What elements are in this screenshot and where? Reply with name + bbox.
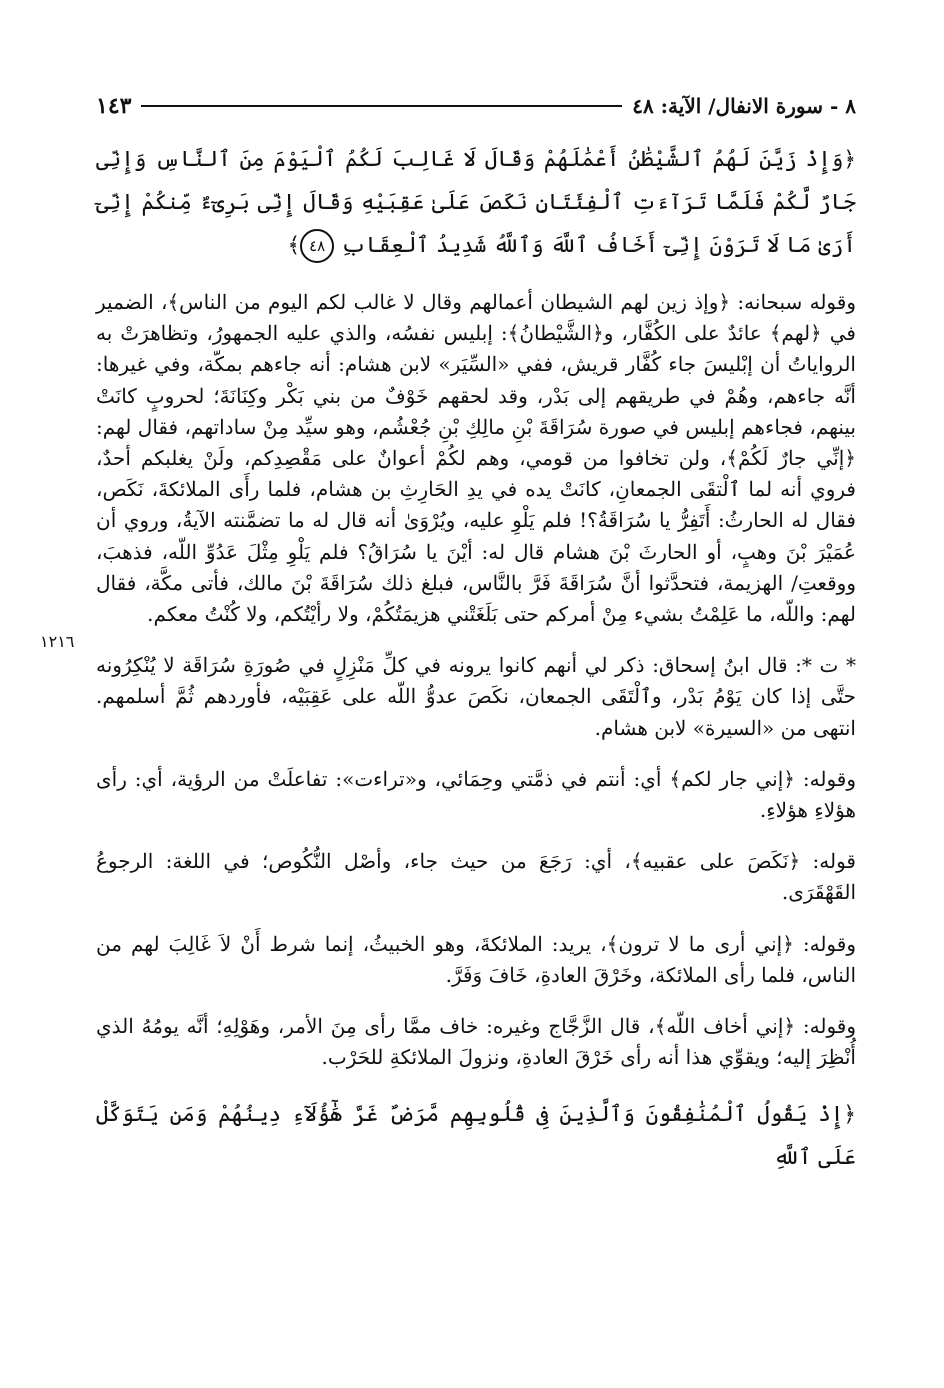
page: [96, 86, 856, 1179]
next-quran-verse: ﴿إِذْ يَقُولُ ٱلْمُنَٰفِقُونَ وَٱلَّذِينَ فِى قُلُوبِهِم مَّرَضٌ غَرَّ هَٰٓؤُلَآءِ دِينُهُمْ وَمَن يَتَوَكَّلْ عَلَى ٱللَّهِ: [96, 1102, 856, 1171]
commentary-paragraph: قوله: ﴿نَكَصَ على عقبيه﴾، أي: رَجَعَ من حيث جاء، وأصْل النُّكُوص؛ في اللغة: الرجوعُ القَهْقَرَى.: [96, 849, 856, 905]
surah-title: ٨ - سورة الانفال/ الآية: ٤٨: [632, 94, 856, 118]
ayah-number-marker: ٤٨: [300, 229, 334, 263]
header-rule: [141, 105, 622, 107]
commentary-paragraph: وقوله سبحانه: ﴿وإذ زين لهم الشيطان أعمالهم وقال لا غالب لكم اليوم من الناس﴾، الضمير في ﴿لهم﴾ عائدٌ على الكُفَّار، و﴿الشَّيْطانُ﴾: إبليس نفسُه، والذي عليه الجمهورُ، وتظاهرَتْ به الرواياتُ أن إبْليسَ جاء كُفَّار قريش، ففي «السِّيَر» لابن هشام: أنه جاءهم بمكّة، وفي غيرها: أنَّه جاءهم، وهُمْ في طريقهم إلى بَدْر، وقد لحقهم خَوْفٌ من بني بَكْر وكِنَانَةَ؛ لحروبٍ كانَتْ بينهم، فجاءهم إبليس في صورة سُرَاقَةَ بْنِ مالِكِ بْنِ جُعْشُم، وهو سيِّد مِنْ ساداتهم، فقال لهم: ﴿إنِّي جارٌ لَكُمْ﴾، ولن تخافوا من قومي، وهم لكُمْ أعوانٌ على مَقْصِدِكم، ولَنْ يغلبكم أحدٌ، فروي أنه لما ٱلْتقَى الجمعانِ، كانَتْ يده في يدِ الحَارِثِ بن هشام، فلما رأَى الملائكةَ، نَكَص، فقال له الحارثُ: أَتَفِرُّ يا سُرَاقَةُ؟! فلم يَلْوِ عليه، ويُرْوَىٰ أنه قال له ما تضمَّنته الآيةُ، وروي أن عُمَيْرَ بْنَ وهبٍ، أو الحارثَ بْنَ هشام قال له: أيْنَ يا سُرَاقُ؟ فلم يَلْوِ مِثْلَ عَدُوِّ اللّه، فذهبَ، ووقعتِ/ الهزيمة، فتحدَّثوا أنَّ سُرَاقَةَ فَرَّ بالنَّاس، فبلغ ذلك سُرَاقَةَ بْنَ مالك، فأتى مكَّة، فقال لهم: واللّه، ما عَلِمْتُ بشيء مِنْ أمركم حتى بَلَغَتْني هزيمَتُكُمْ، ولا رأيْتُكم، ولا كُنْتُ معكم.: [96, 290, 856, 627]
quran-verse: [96, 138, 856, 267]
running-header: [96, 86, 856, 126]
verse-text: ﴿وَإِذْ زَيَّنَ لَهُمُ ٱلشَّيْطَٰنُ أَعْمَٰلَهُمْ وَقَالَ لَا غَالِبَ لَكُمُ ٱلْيَوْمَ مِنَ ٱلنَّاسِ وَإِنِّى جَارٌ لَّكُمْ فَلَمَّا تَرَآءَتِ ٱلْفِئَتَانِ نَكَصَ عَلَىٰ عَقِبَيْهِ وَقَالَ إِنِّى بَرِىٓءٌ مِّنكُمْ إِنِّىٓ أَرَىٰ مَا لَا تَرَوْنَ إِنِّىٓ أَخَافُ ٱللَّهَ وَٱللَّهُ شَدِيدُ ٱلْعِقَابِ: [96, 147, 856, 258]
margin-reference-number: ١٢١٦: [40, 632, 75, 651]
page-number: ١٤٣: [96, 93, 132, 119]
verse-close-bracket: ﴾: [287, 233, 301, 258]
commentary-paragraph: وقوله: ﴿إني جار لكم﴾ أي: أنتم في ذمَّتي وحِمَائي، و«تراءت»: تفاعلَتْ من الرؤية، أي: رأى هؤلاءِ هؤلاءِ.: [96, 766, 856, 823]
commentary-paragraph: وقوله: ﴿إني أخاف اللّه﴾، قال الزَّجَّاج وغيره: خاف ممَّا رأى مِنَ الأمر، وهَوْلِهِ؛ أنَّه يومُهُ الذي أُنْظِرَ إليه؛ ويقوِّي هذا أنه رأى خَرْقَ العادةِ، ونزولَ الملائكةِ للحَرْب.: [96, 1014, 856, 1070]
commentary-paragraph: * ت *: قال ابنُ إسحاق: ذكر لي أنهم كانوا يرونه في كلِّ مَنْزِلٍ في صُورَةِ سُرَاقَة لا يُنْكِرُونه حتَّى إذا كان يَوْمُ بَدْر، وٱلْتَقَى الجمعان، نكَصَ عدوُّ اللّه على عَقِبَيْه، فأوردهم ثُمَّ أسلمهم. انتهى من «السيرة» لابن هشام.: [96, 653, 856, 740]
commentary-paragraph: وقوله: ﴿إني أرى ما لا ترون﴾، يريد: الملائكةَ، وهو الخبيثُ، إنما شرط أَنْ لاَ غَالِبَ لهم من الناس، فلما رأى الملائكة، وخَرْقَ العادةِ، خَافَ وَفَرَّ.: [96, 931, 856, 987]
